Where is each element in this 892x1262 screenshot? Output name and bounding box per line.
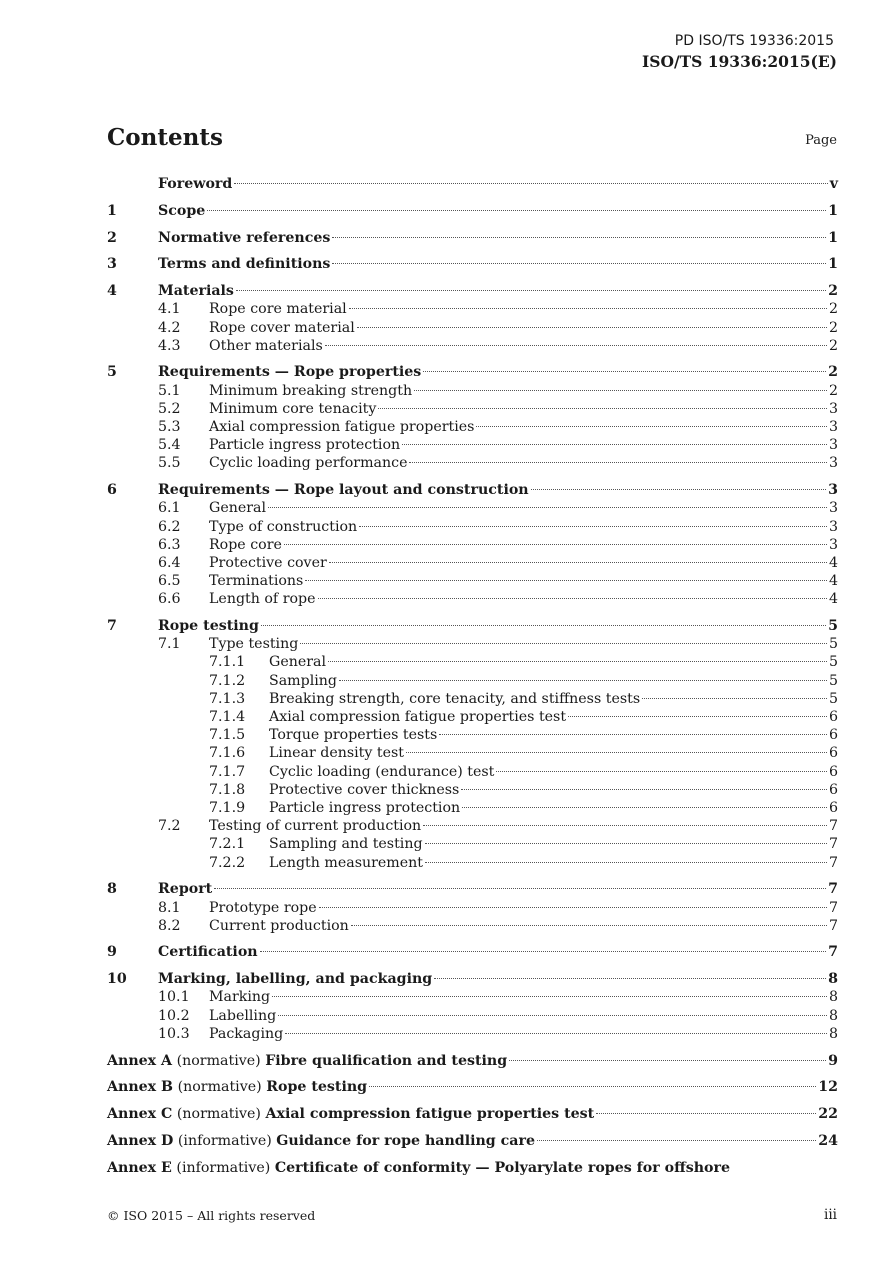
- toc-entry[interactable]: [107, 229, 838, 247]
- dot-leader: [423, 371, 826, 372]
- dot-leader: [462, 807, 827, 808]
- toc-entry[interactable]: [107, 454, 838, 472]
- dot-leader: [325, 345, 827, 346]
- annex-entry[interactable]: [107, 1105, 838, 1123]
- toc-entry-number: 2: [107, 229, 117, 246]
- toc-entry[interactable]: [107, 1007, 838, 1025]
- toc-entry-number: 3: [107, 256, 117, 273]
- table-of-contents: [107, 175, 838, 1177]
- toc-entry-number: 7.1.3: [209, 690, 246, 707]
- toc-entry-page: 8: [828, 989, 838, 1006]
- document-code: PD ISO/TS 19336:2015: [674, 33, 834, 49]
- toc-entry-number: 6.1: [158, 500, 181, 517]
- toc-entry-title: Marking: [209, 989, 271, 1006]
- toc-entry-number: 10: [107, 971, 127, 988]
- toc-entry-title: Length of rope: [209, 591, 316, 608]
- toc-entry-title: Axial compression fatigue properties: [209, 419, 475, 436]
- toc-entry[interactable]: [107, 835, 838, 853]
- toc-entry-number: 6.6: [158, 591, 181, 608]
- toc-entry[interactable]: [107, 672, 838, 690]
- toc-entry[interactable]: [107, 536, 838, 554]
- toc-entry[interactable]: [107, 943, 838, 961]
- toc-entry-page: 4: [828, 573, 838, 590]
- annex-heading: [107, 1105, 594, 1123]
- annex-page: 24: [818, 1132, 838, 1149]
- toc-entry[interactable]: [107, 763, 838, 781]
- toc-entry-number: 7.2: [158, 818, 181, 835]
- dot-leader: [318, 598, 827, 599]
- toc-entry-number: 8: [107, 881, 117, 898]
- toc-entry-page: 2: [828, 364, 838, 381]
- toc-entry-number: 10.3: [158, 1025, 190, 1042]
- toc-entry[interactable]: [107, 499, 838, 517]
- annex-type: (informative): [176, 1159, 271, 1176]
- dot-leader: [425, 843, 827, 844]
- toc-entry-number: 4.2: [158, 319, 181, 336]
- toc-entry[interactable]: [107, 708, 838, 726]
- dot-leader: [329, 562, 827, 563]
- toc-entry-title: Normative references: [158, 229, 331, 246]
- annex-label: Annex B: [107, 1079, 174, 1096]
- dot-leader: [349, 308, 827, 309]
- toc-entry-number: 4: [107, 283, 117, 300]
- annex-page: 12: [818, 1079, 838, 1096]
- toc-entry-number: 8.1: [158, 899, 181, 916]
- dot-leader: [285, 1033, 827, 1034]
- dot-leader: [339, 680, 827, 681]
- toc-entry-page: 3: [828, 482, 838, 499]
- toc-entry-title: Particle ingress protection: [269, 799, 461, 816]
- toc-entry-page: 2: [828, 382, 838, 399]
- toc-entry-page: v: [829, 176, 838, 192]
- toc-entry[interactable]: [107, 518, 838, 536]
- toc-entry[interactable]: [107, 418, 838, 436]
- annex-page: 22: [818, 1106, 838, 1123]
- toc-entry-number: 7.1.9: [209, 799, 246, 816]
- toc-entry-number: 7.2.2: [209, 854, 246, 871]
- toc-entry[interactable]: [107, 572, 838, 590]
- toc-entry-number: 7.1.1: [209, 654, 246, 671]
- toc-entry[interactable]: [107, 1025, 838, 1043]
- toc-entry-number: 7.1.5: [209, 727, 246, 744]
- annex-title: Certificate of conformity — Polyarylate ropes for offshore: [274, 1159, 731, 1176]
- toc-entry[interactable]: [107, 382, 838, 400]
- toc-entry-title: Current production: [209, 917, 349, 934]
- toc-entry-title: Sampling: [269, 672, 338, 689]
- toc-entry-page: 6: [828, 763, 838, 780]
- toc-entry-title: Cyclic loading (endurance) test: [269, 763, 495, 780]
- toc-entry-title: Prototype rope: [209, 899, 317, 916]
- toc-entry-page: 5: [828, 690, 838, 707]
- toc-entry-number: 5.1: [158, 382, 181, 399]
- dot-leader: [409, 462, 827, 463]
- annex-entry[interactable]: [107, 1132, 838, 1150]
- toc-entry-number: 6.4: [158, 554, 181, 571]
- toc-entry[interactable]: [107, 300, 838, 318]
- dot-leader: [434, 978, 826, 979]
- toc-entry-page: 2: [828, 319, 838, 336]
- annex-page: 9: [828, 1052, 838, 1069]
- toc-entry-title: Foreword: [158, 176, 233, 192]
- toc-entry-page: 6: [828, 727, 838, 744]
- toc-entry-page: 5: [828, 672, 838, 689]
- dot-leader: [476, 426, 827, 427]
- toc-entry[interactable]: [107, 554, 838, 572]
- toc-entry[interactable]: [107, 255, 838, 273]
- document-code-edition: ISO/TS 19336:2015(E): [642, 52, 837, 71]
- dot-leader: [328, 661, 827, 662]
- toc-entry-title: Type testing: [209, 636, 299, 653]
- toc-entry-number: 6.3: [158, 536, 181, 553]
- toc-entry-number: 7.1: [158, 636, 181, 653]
- toc-entry[interactable]: [107, 899, 838, 917]
- dot-leader: [268, 507, 827, 508]
- toc-entry-title: Terminations: [209, 573, 304, 590]
- toc-entry-title: Rope testing: [158, 618, 259, 635]
- toc-entry-number: 5.3: [158, 419, 181, 436]
- dot-leader: [207, 210, 826, 211]
- toc-entry-number: 5.4: [158, 437, 181, 454]
- toc-entry[interactable]: [107, 744, 838, 762]
- dot-leader: [378, 408, 827, 409]
- dot-leader: [423, 825, 827, 826]
- toc-entry-page: 3: [828, 455, 838, 472]
- dot-leader: [531, 489, 827, 490]
- toc-entry[interactable]: [107, 653, 838, 671]
- toc-entry-number: 6.5: [158, 573, 181, 590]
- toc-entry-page: 7: [828, 917, 838, 934]
- toc-entry-page: 8: [828, 971, 838, 988]
- toc-entry-page: 5: [828, 618, 838, 635]
- toc-entry-page: 6: [828, 709, 838, 726]
- toc-entry[interactable]: [107, 635, 838, 653]
- annex-title: Guidance for rope handling care: [276, 1132, 535, 1149]
- dot-leader: [596, 1113, 816, 1114]
- toc-entry[interactable]: [107, 363, 838, 381]
- toc-entry-page: 6: [828, 799, 838, 816]
- annex-label: Annex D: [107, 1132, 174, 1149]
- page-number: iii: [824, 1207, 837, 1223]
- toc-entry-number: 9: [107, 944, 117, 961]
- toc-entry-title: Type of construction: [209, 518, 358, 535]
- toc-entry[interactable]: [107, 880, 838, 898]
- toc-entry-title: Rope cover material: [209, 319, 355, 336]
- toc-entry-page: 3: [828, 437, 838, 454]
- toc-entry-number: 7.1.4: [209, 709, 246, 726]
- dot-leader: [351, 925, 827, 926]
- toc-entry-title: Minimum core tenacity: [209, 400, 377, 417]
- dot-leader: [406, 752, 827, 753]
- dot-leader: [300, 643, 827, 644]
- toc-entry-title: Linear density test: [269, 745, 404, 762]
- toc-entry[interactable]: [107, 319, 838, 337]
- annex-entry[interactable]: [107, 1159, 838, 1177]
- annex-title: Rope testing: [266, 1079, 368, 1096]
- dot-leader: [305, 580, 827, 581]
- toc-entry-number: 7.1.6: [209, 745, 246, 762]
- toc-entry-title: Minimum breaking strength: [209, 382, 413, 399]
- annex-heading: [107, 1132, 535, 1150]
- toc-entry[interactable]: [107, 400, 838, 418]
- annex-label: Annex C: [107, 1106, 173, 1123]
- toc-entry-number: 8.2: [158, 917, 181, 934]
- toc-entry[interactable]: [107, 690, 838, 708]
- toc-entry-page: 2: [828, 337, 838, 354]
- toc-entry-title: Certification: [158, 944, 258, 961]
- toc-entry-page: 3: [828, 400, 838, 417]
- toc-entry-number: 7.1.7: [209, 763, 246, 780]
- toc-entry-number: 4.3: [158, 337, 181, 354]
- dot-leader: [272, 996, 827, 997]
- toc-entry-title: Terms and definitions: [158, 256, 331, 273]
- toc-entry-title: Testing of current production: [209, 818, 422, 835]
- dot-leader: [425, 862, 827, 863]
- toc-entry-title: Particle ingress protection: [209, 437, 401, 454]
- toc-entry-number: 5.5: [158, 455, 181, 472]
- toc-entry-page: 7: [828, 899, 838, 916]
- toc-entry[interactable]: [107, 988, 838, 1006]
- toc-entry-number: 6.2: [158, 518, 181, 535]
- annex-label: Annex A: [107, 1052, 173, 1069]
- dot-leader: [284, 544, 827, 545]
- page-column-label: Page: [805, 133, 837, 148]
- dot-leader: [332, 237, 826, 238]
- toc-entry-title: Length measurement: [269, 854, 423, 871]
- annex-label: Annex E: [107, 1159, 172, 1176]
- toc-entry-page: 1: [828, 229, 838, 246]
- dot-leader: [509, 1060, 826, 1061]
- toc-entry[interactable]: [107, 481, 838, 499]
- toc-entry-title: Protective cover thickness: [269, 781, 460, 798]
- annex-entry[interactable]: [107, 1078, 838, 1096]
- toc-entry[interactable]: [107, 590, 838, 608]
- toc-entry-number: 7.1.8: [209, 781, 246, 798]
- toc-entry-title: Rope core: [209, 536, 282, 553]
- toc-entry-number: 7.2.1: [209, 836, 246, 853]
- toc-entry-page: 8: [828, 1025, 838, 1042]
- toc-entry-page: 6: [828, 745, 838, 762]
- toc-entry-number: 4.1: [158, 301, 181, 318]
- toc-entry-title: Sampling and testing: [269, 836, 423, 853]
- toc-entry[interactable]: [107, 817, 838, 835]
- toc-entry-title: Scope: [158, 202, 206, 219]
- toc-entry-number: 5.2: [158, 400, 181, 417]
- toc-entry-number: 6: [107, 482, 117, 499]
- dot-leader: [537, 1140, 816, 1141]
- dot-leader: [359, 526, 827, 527]
- toc-entry-title: Requirements — Rope properties: [158, 364, 422, 381]
- toc-entry-page: 7: [828, 881, 838, 898]
- toc-entry[interactable]: [107, 617, 838, 635]
- page-title: Contents: [107, 124, 223, 151]
- toc-entry-title: Breaking strength, core tenacity, and stiffness tests: [269, 690, 641, 707]
- toc-entry-page: 3: [828, 518, 838, 535]
- annex-entry[interactable]: [107, 1052, 838, 1070]
- toc-entry-title: Torque properties tests: [269, 727, 438, 744]
- toc-entry-page: 2: [828, 283, 838, 300]
- toc-entry-page: 5: [828, 636, 838, 653]
- dot-leader: [214, 888, 826, 889]
- annex-heading: [107, 1159, 730, 1177]
- annex-type: (normative): [176, 1052, 261, 1069]
- toc-entry-title: General: [269, 654, 327, 671]
- dot-leader: [260, 951, 827, 952]
- toc-entry[interactable]: [107, 175, 838, 193]
- toc-entry-page: 1: [828, 256, 838, 273]
- toc-entry-page: 3: [828, 419, 838, 436]
- annex-type: (normative): [177, 1079, 262, 1096]
- dot-leader: [496, 771, 827, 772]
- annex-title: Fibre qualification and testing: [265, 1052, 508, 1069]
- toc-entry-page: 7: [828, 944, 838, 961]
- toc-entry-title: Report: [158, 881, 213, 898]
- toc-entry-page: 2: [828, 301, 838, 318]
- toc-entry[interactable]: [107, 436, 838, 454]
- annex-type: (informative): [177, 1132, 272, 1149]
- dot-leader: [234, 183, 827, 184]
- dot-leader: [402, 444, 827, 445]
- dot-leader: [319, 907, 827, 908]
- toc-entry[interactable]: [107, 970, 838, 988]
- toc-entry-number: 1: [107, 202, 117, 219]
- toc-entry-page: 5: [828, 654, 838, 671]
- toc-entry-title: Axial compression fatigue properties test: [269, 709, 567, 726]
- toc-entry-page: 4: [828, 591, 838, 608]
- dot-leader: [414, 390, 827, 391]
- dot-leader: [642, 698, 827, 699]
- annex-type: (normative): [176, 1106, 261, 1123]
- toc-entry-number: 10.1: [158, 989, 190, 1006]
- toc-entry[interactable]: [107, 282, 838, 300]
- toc-entry-page: 7: [828, 836, 838, 853]
- toc-entry-page: 3: [828, 536, 838, 553]
- toc-entry-title: Requirements — Rope layout and construction: [158, 482, 529, 499]
- toc-entry-title: Materials: [158, 283, 234, 300]
- toc-entry-title: Protective cover: [209, 554, 327, 571]
- toc-entry-page: 1: [828, 202, 838, 219]
- toc-entry[interactable]: [107, 854, 838, 872]
- toc-entry[interactable]: [107, 917, 838, 935]
- dot-leader: [439, 734, 827, 735]
- toc-entry-title: General: [209, 500, 267, 517]
- toc-entry-page: 3: [828, 500, 838, 517]
- toc-entry-title: Labelling: [209, 1007, 277, 1024]
- toc-entry-title: Rope core material: [209, 301, 347, 318]
- toc-entry-title: Other materials: [209, 337, 323, 354]
- dot-leader: [236, 290, 826, 291]
- toc-entry[interactable]: [107, 799, 838, 817]
- toc-entry-page: 6: [828, 781, 838, 798]
- annex-title: Axial compression fatigue properties test: [265, 1106, 595, 1123]
- dot-leader: [568, 716, 827, 717]
- toc-entry-page: 8: [828, 1007, 838, 1024]
- toc-entry[interactable]: [107, 202, 838, 220]
- dot-leader: [278, 1015, 827, 1016]
- toc-entry[interactable]: [107, 726, 838, 744]
- toc-entry-number: 7.1.2: [209, 672, 246, 689]
- dot-leader: [357, 327, 827, 328]
- dot-leader: [369, 1086, 816, 1087]
- toc-entry-page: 4: [828, 554, 838, 571]
- annex-heading: [107, 1078, 367, 1096]
- toc-entry-number: 5: [107, 364, 117, 381]
- toc-entry[interactable]: [107, 781, 838, 799]
- toc-entry-number: 7: [107, 618, 117, 635]
- toc-entry-title: Marking, labelling, and packaging: [158, 971, 433, 988]
- toc-entry-title: Cyclic loading performance: [209, 455, 408, 472]
- toc-entry-title: Packaging: [209, 1025, 284, 1042]
- copyright-notice: © ISO 2015 – All rights reserved: [107, 1208, 316, 1223]
- toc-entry[interactable]: [107, 337, 838, 355]
- toc-entry-page: 7: [828, 818, 838, 835]
- annex-heading: [107, 1052, 507, 1070]
- dot-leader: [261, 625, 826, 626]
- toc-entry-page: 7: [828, 854, 838, 871]
- toc-entry-number: 10.2: [158, 1007, 190, 1024]
- dot-leader: [461, 789, 827, 790]
- dot-leader: [332, 263, 826, 264]
